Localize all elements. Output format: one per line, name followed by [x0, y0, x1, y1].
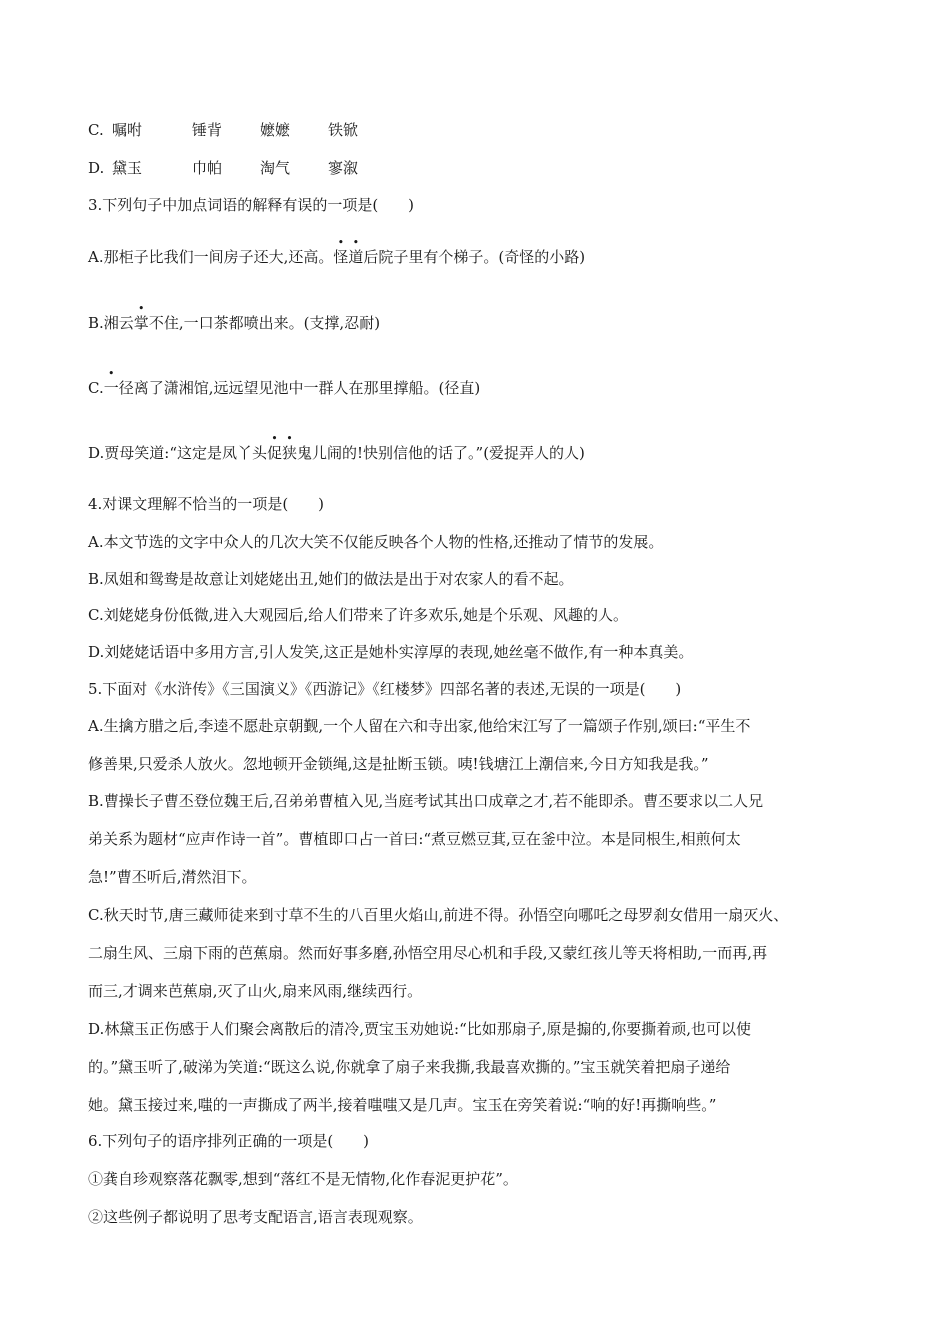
text: B.湘云 — [88, 314, 134, 332]
text: 促狭 — [266, 444, 297, 462]
q5-option-d-line3: 她。黛玉接过来,嗤的一声撕成了两半,接着嗤嗤又是几声。宝玉在旁笑着说:“响的好!再撕响些。” — [88, 1096, 717, 1114]
word: 锤背 — [192, 121, 223, 139]
q6-item-1: ①龚自珍观察落花飘零,想到“落红不是无情物,化作春泥更护花”。 — [88, 1170, 518, 1188]
emphasis-dot: • — [352, 236, 360, 249]
q4-option-b: B.凤姐和鸳鸯是故意让刘姥姥出丑,她们的做法是出于对农家人的看不起。 — [88, 570, 574, 588]
text: 掌 — [133, 314, 149, 332]
q5-option-b-line3: 急!”曹丕听后,潸然泪下。 — [88, 868, 257, 886]
emphasis-dot: • — [286, 432, 293, 445]
text: 径离了潇湘馆,远远望见池中一群人在那里撑船。(径直) — [118, 379, 481, 397]
q6-stem: 6.下列句子的语序排列正确的一项是( ) — [88, 1132, 370, 1150]
emphasized-word — [333, 236, 364, 267]
text: D.贾母笑道:“这定是凤丫头 — [88, 444, 267, 462]
emphasis-dot: • — [337, 236, 345, 249]
text: 怪道 — [333, 248, 364, 266]
q5-option-c-line2: 二扇生风、三扇下雨的芭蕉扇。然而好事多磨,孙悟空用尽心机和手段,又蒙红孩儿等天将相助,一而再,再 — [88, 944, 768, 962]
q2-option-d — [88, 158, 358, 178]
text: A.那柜子比我们一间房子还大,还高。 — [88, 248, 334, 266]
word: 铁锨 — [328, 121, 359, 139]
q4-stem: 4.对课文理解不恰当的一项是( ) — [88, 495, 325, 513]
q6-item-2: ②这些例子都说明了思考支配语言,语言表现观察。 — [88, 1208, 423, 1226]
word: 淘气 — [260, 159, 291, 177]
option-label: D. — [88, 159, 105, 177]
q5-option-d-line2: 的。”黛玉听了,破涕为笑道:“既这么说,你就拿了扇子来我撕,我最喜欢撕的。”宝玉就笑着把扇子递给 — [88, 1058, 731, 1076]
emphasized-word — [266, 432, 297, 463]
emphasized-word — [103, 367, 119, 398]
q5-option-a-line1: A.生擒方腊之后,李逵不愿赴京朝觐,一个人留在六和寺出家,他给宋江写了一篇颂子作别,颂曰:“平生不 — [88, 717, 751, 735]
q5-option-d-line1: D.林黛玉正伤感于人们聚会离散后的清冷,贾宝玉劝她说:“比如那扇子,原是搧的,你要撕着顽,也可以使 — [88, 1020, 752, 1038]
word: 巾帕 — [192, 159, 223, 177]
q5-option-c-line1: C.秋天时节,唐三藏师徒来到寸草不生的八百里火焰山,前进不得。孙悟空向哪吒之母罗刹女借用一扇灭火、 — [88, 906, 789, 924]
q4-option-a: A.本文节选的文字中众人的几次大笑不仅能反映各个人物的性格,还推动了情节的发展。 — [88, 533, 664, 551]
q3-option-c — [88, 367, 481, 398]
q3-option-a — [88, 236, 586, 267]
q5-option-b-line2: 弟关系为题材“应声作诗一首”。曹植即口占一首曰:“煮豆燃豆萁,豆在釜中泣。本是同根生,相煎何太 — [88, 830, 741, 848]
word: 黛玉 — [112, 159, 143, 177]
emphasis-dot: • — [138, 302, 145, 315]
q5-option-a-line2: 修善果,只爱杀人放火。忽地顿开金锁绳,这是扯断玉锁。咦!钱塘江上潮信来,今日方知我是我。” — [88, 755, 709, 773]
word: 寥溆 — [328, 159, 359, 177]
q5-stem: 5.下面对《水浒传》《三国演义》《西游记》《红楼梦》四部名著的表述,无误的一项是( ) — [88, 680, 682, 698]
text: 鬼儿闹的!快别信他的话了。”(爱捉弄人的人) — [297, 444, 585, 462]
q3-option-b — [88, 302, 381, 333]
emphasis-dot: • — [107, 367, 115, 380]
word: 嘱咐 — [112, 121, 143, 139]
text: C. — [88, 379, 104, 397]
q2-option-c — [88, 120, 358, 140]
word: 嬷嬷 — [260, 121, 291, 139]
q3-option-d — [88, 432, 585, 463]
text: 一 — [103, 379, 119, 397]
emphasis-dot: • — [271, 432, 278, 445]
q4-option-c: C.刘姥姥身份低微,进入大观园后,给人们带来了许多欢乐,她是个乐观、风趣的人。 — [88, 606, 629, 624]
q4-option-d: D.刘姥姥话语中多用方言,引人发笑,这正是她朴实淳厚的表现,她丝毫不做作,有一种本真美。 — [88, 643, 694, 661]
emphasized-word — [133, 302, 149, 333]
q5-option-c-line3: 而三,才调来芭蕉扇,灭了山火,扇来风雨,继续西行。 — [88, 982, 423, 1000]
text: 后院子里有个梯子。(奇怪的小路) — [363, 248, 586, 266]
q3-stem: 3.下列句子中加点词语的解释有误的一项是( ) — [88, 196, 415, 214]
option-label: C. — [88, 121, 104, 139]
text: 不住,一口茶都喷出来。(支撑,忍耐) — [148, 314, 381, 332]
q5-option-b-line1: B.曹操长子曹丕登位魏王后,召弟弟曹植入见,当庭考试其出口成章之才,若不能即杀。曹丕要求以二人兄 — [88, 792, 764, 810]
